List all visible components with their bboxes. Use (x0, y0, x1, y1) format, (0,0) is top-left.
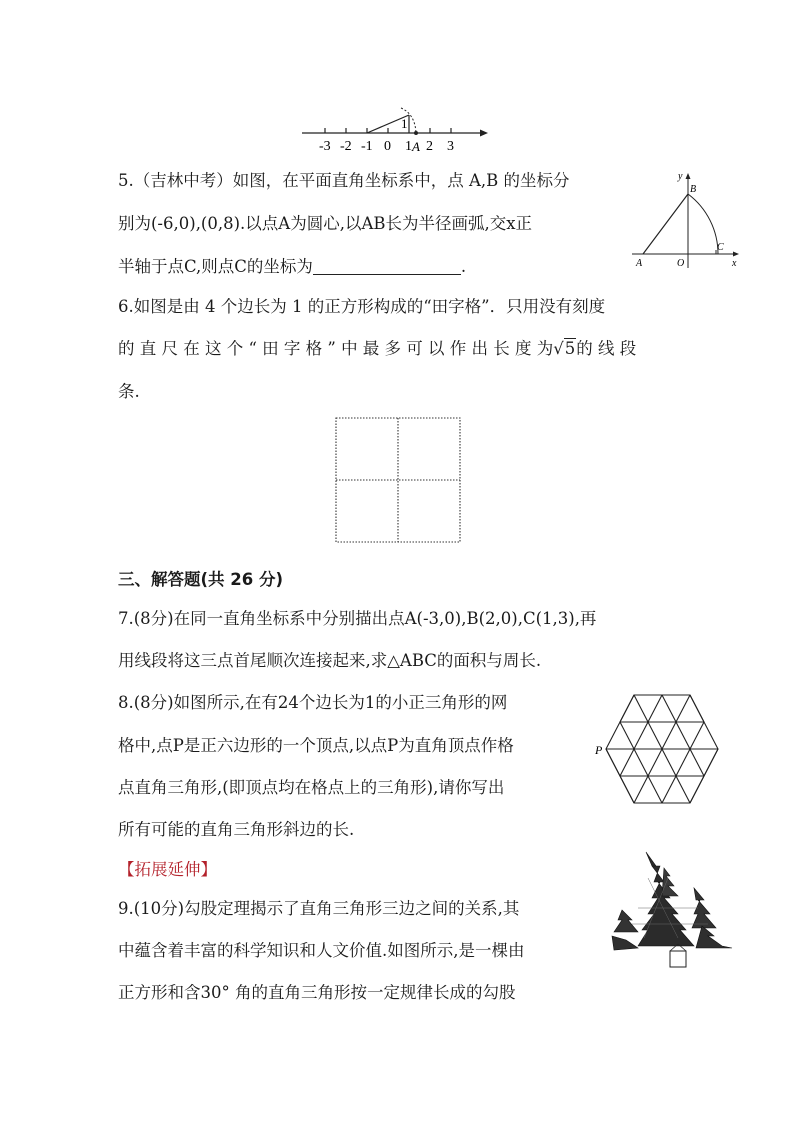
extension-title: 【拓展延伸】 (118, 860, 217, 879)
sqrt-radicand: 5 (564, 339, 576, 358)
q9-line-2: 中蕴含着丰富的科学知识和人文价值.如图所示,是一棵由 (118, 941, 525, 960)
tian-zi-grid (334, 416, 464, 546)
tick-label: 2 (426, 139, 433, 154)
q5-line-3-text: 半轴于点C,则点C的坐标为 (118, 257, 313, 276)
q8-line-4: 所有可能的直角三角形斜边的长. (118, 820, 355, 839)
q7-line-2: 用线段将这三点首尾顺次连接起来,求△ABC的面积与周长. (118, 651, 542, 670)
point-c-label: C (717, 242, 724, 253)
section-title: 三、解答题(共 26 分) (118, 570, 284, 589)
q7-line-1: 7.(8分)在同一直角坐标系中分别描出点A(-3,0),B(2,0),C(1,3),再 (118, 609, 597, 628)
numberline-point-label: A (412, 139, 420, 154)
q9-line-1: 9.(10分)勾股定理揭示了直角三角形三边之间的关系,其 (118, 899, 520, 918)
point-b-label: B (690, 184, 697, 195)
q6-line-2 (118, 338, 636, 360)
x-axis-label: x (732, 258, 737, 269)
q5-line-2: 别为(-6,0),(0,8).以点A为圆心,以AB长为半径画弧,交x正 (118, 214, 533, 233)
q8-line-1: 8.(8分)如图所示,在有24个边长为1的小正三角形的网 (118, 693, 508, 712)
tick-label: 1 (405, 139, 412, 154)
pythagorean-tree-figure (608, 848, 738, 973)
numberline-one-label: 1 (401, 116, 408, 131)
q6-line-2-end: 的 线 段 (576, 339, 637, 358)
tick-label: -1 (361, 139, 373, 154)
point-a-label: A (636, 258, 643, 269)
q6-line-2-text: 的 直 尺 在 这 个 “ 田 字 格 ” 中 最 多 可 以 作 出 长 度 为 (118, 339, 554, 358)
q5-line-3 (118, 256, 466, 278)
q5-coordinate-figure (628, 170, 746, 270)
q8-line-3: 点直角三角形,(即顶点均在格点上的三角形),请你写出 (118, 778, 505, 797)
answer-blank[interactable] (313, 258, 461, 275)
q6-line-3: 条. (118, 382, 140, 401)
point-p-label: P (595, 743, 603, 757)
q5-line-3-end: . (460, 257, 467, 276)
q9-line-3: 正方形和含30° 角的直角三角形按一定规律长成的勾股 (118, 983, 516, 1002)
y-axis-label: y (678, 171, 683, 182)
q8-line-2: 格中,点P是正六边形的一个顶点,以点P为直角顶点作格 (118, 736, 514, 755)
q5-line-1: 5.（吉林中考）如图，在平面直角坐标系中，点 A,B 的坐标分 (118, 171, 570, 190)
origin-label: O (677, 258, 685, 269)
tick-label: -2 (340, 139, 352, 154)
sqrt-expression: √5 (553, 339, 576, 358)
tick-label: 0 (384, 139, 391, 154)
hexagon-triangle-grid (592, 692, 734, 808)
tick-label: -3 (319, 139, 331, 154)
number-line-figure (298, 100, 498, 156)
q6-line-1: 6.如图是由 4 个边长为 1 的正方形构成的“田字格”．只用没有刻度 (118, 297, 606, 316)
tick-label: 3 (447, 139, 454, 154)
